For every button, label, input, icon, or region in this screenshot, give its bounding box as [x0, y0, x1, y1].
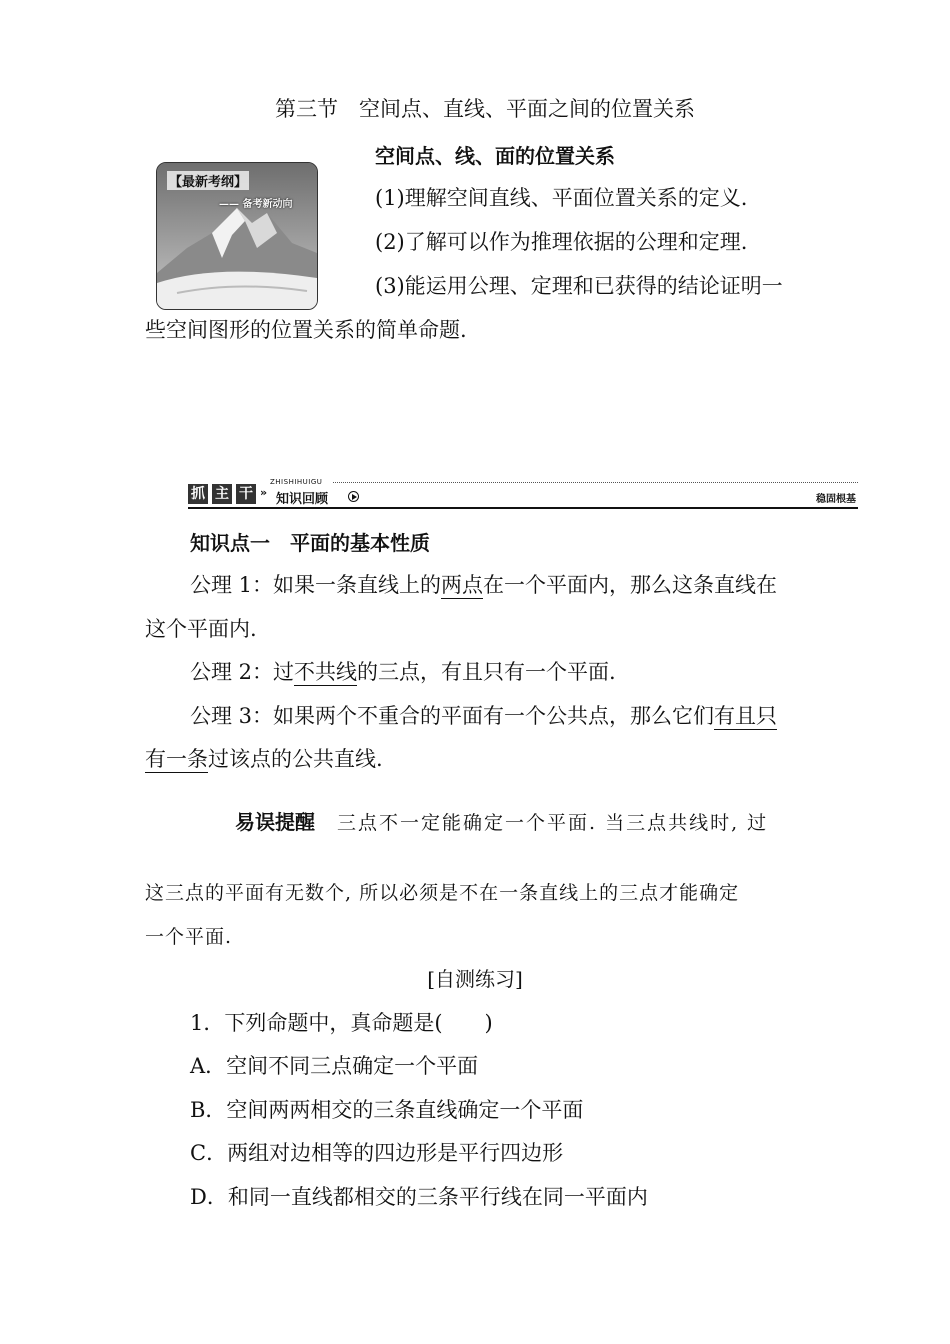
axiom-1-post: 在一个平面内，那么这条直线在 [483, 573, 778, 597]
option-a: A．空间不同三点确定一个平面 [190, 1054, 479, 1078]
axiom-1-continued: 这个平面内. [145, 617, 257, 641]
knowledge-point-heading: 知识点一 平面的基本性质 [190, 531, 430, 555]
outline-heading: 空间点、线、面的位置关系 [375, 144, 615, 168]
common-mistake-continued-1: 这三点的平面有无数个, 所以必须是不在一条直线上的三点才能确定 [145, 882, 740, 904]
banner-subtitle: —— 备考新动向 [219, 199, 293, 210]
objective-1: (1)理解空间直线、平面位置关系的定义. [375, 186, 748, 210]
axiom-1 [190, 571, 777, 599]
page-title: 第三节 空间点、直线、平面之间的位置关系 [275, 97, 695, 121]
axiom-2-pre: 公理 2：过 [190, 660, 295, 684]
option-c: C．两组对边相等的四边形是平行四边形 [190, 1141, 564, 1165]
section-bar-label: 知识回顾 [276, 492, 329, 507]
common-mistake-continued-2: 一个平面. [145, 926, 233, 948]
axiom-2-answer: 不共线 [294, 660, 358, 684]
common-mistake-body: 三点不一定能确定一个平面. 当三点共线时, 过 [337, 812, 769, 834]
objective-3-continued: 些空间图形的位置关系的简单命题. [145, 318, 467, 342]
axiom-3-continued [145, 745, 383, 773]
section-bar [188, 478, 858, 512]
axiom-1-pre: 公理 1：如果一条直线上的 [190, 573, 442, 597]
axiom-1-answer: 两点 [441, 573, 484, 597]
section-bar-char-2: 主 [212, 484, 232, 504]
section-bar-char-3: 干 [236, 484, 256, 504]
banner-tag: 【最新考纲】 [167, 171, 249, 190]
axiom-3-answer-part-2: 有一条 [145, 747, 208, 771]
common-mistake-label: 易误提醒 [235, 810, 315, 834]
axiom-3-answer-part-1: 有且只 [714, 704, 778, 728]
objective-2: (2)了解可以作为推理依据的公理和定理. [375, 230, 748, 254]
banner-mountain-image [156, 162, 318, 310]
play-circle-icon [348, 491, 359, 502]
double-chevron-icon: » [260, 486, 268, 499]
section-bar-dotted-line [333, 482, 858, 483]
objective-3: (3)能运用公理、定理和已获得的结论证明一 [375, 274, 783, 298]
option-d: D．和同一直线都相交的三条平行线在同一平面内 [190, 1185, 648, 1209]
common-mistake-note [235, 806, 768, 835]
axiom-2 [190, 658, 616, 686]
section-bar-right-label: 稳固根基 [816, 494, 856, 505]
section-bar-char-1: 抓 [188, 484, 208, 504]
axiom-3-post: 过该点的公共直线. [208, 747, 383, 771]
option-b: B．空间两两相交的三条直线确定一个平面 [190, 1098, 584, 1122]
axiom-3 [190, 702, 777, 730]
axiom-2-post: 的三点，有且只有一个平面. [357, 660, 616, 684]
exercise-heading: [自测练习] [427, 967, 523, 991]
section-bar-romanization: ZHISHIHUIGU [270, 478, 323, 486]
question-1: 1．下列命题中，真命题是( ) [190, 1011, 493, 1035]
axiom-3-pre: 公理 3：如果两个不重合的平面有一个公共点，那么它们 [190, 704, 715, 728]
section-bar-rule [188, 507, 858, 509]
